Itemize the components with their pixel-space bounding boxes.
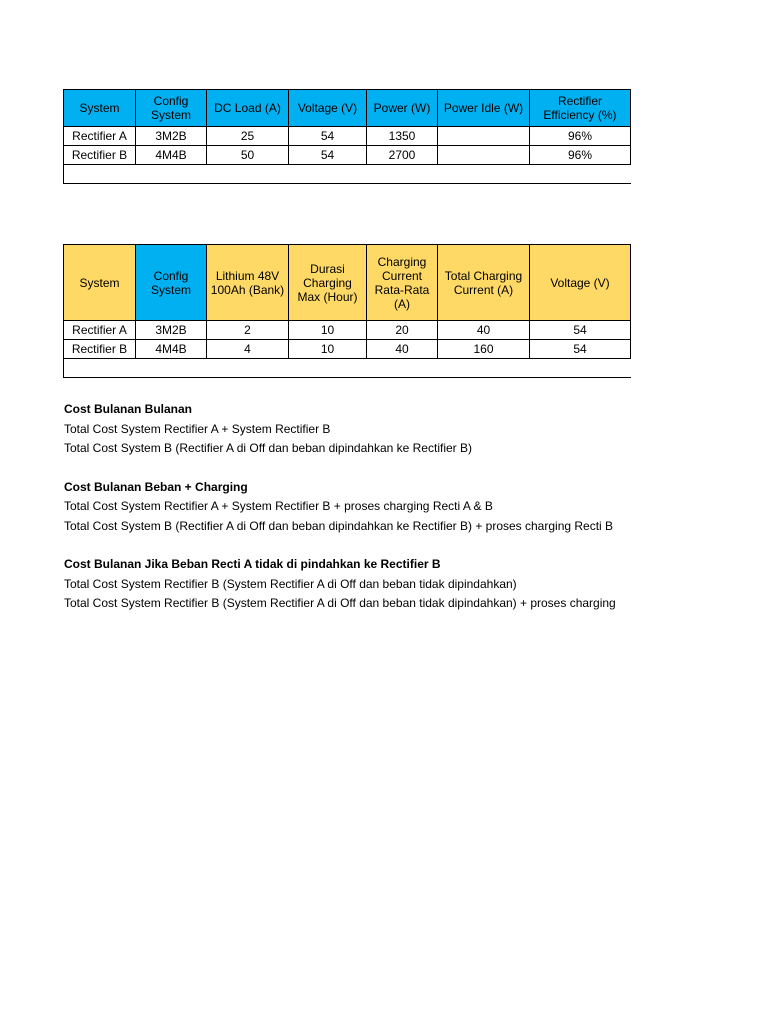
table-header-row (64, 245, 631, 321)
header-charging-current: Charging Current Rata-Rata (A) (367, 245, 438, 321)
header-total-charging-current: Total Charging Current (A) (438, 245, 530, 321)
header-config-system: Config System (136, 90, 207, 127)
note-line: Total Cost System Rectifier A + System Rectifier B + proses charging Recti A & B (64, 499, 493, 513)
cell-voltage: 54 (289, 146, 367, 165)
cell-system: Rectifier A (64, 127, 136, 146)
cell-durasi: 10 (289, 321, 367, 340)
cell-efficiency: 96% (530, 146, 631, 165)
cell-lithium: 4 (207, 340, 289, 359)
header-config-system: Config System (136, 245, 207, 321)
spacer (64, 536, 630, 555)
section-title: Cost Bulanan Bulanan (64, 402, 193, 416)
header-lithium-bank: Lithium 48V 100Ah (Bank) (207, 245, 289, 321)
cell-total-charging: 160 (438, 340, 530, 359)
cell-system: Rectifier A (64, 321, 136, 340)
cell-lithium: 2 (207, 321, 289, 340)
cell-charging-current: 40 (367, 340, 438, 359)
note-line: Total Cost System Rectifier B (System Rectifier A di Off dan beban tidak dipindahkan) + proses charging (64, 596, 616, 610)
table-header-row (64, 90, 631, 127)
cell-power: 2700 (367, 146, 438, 165)
cell-power-idle (438, 146, 530, 165)
cell-config: 3M2B (136, 127, 207, 146)
empty-cell (64, 165, 631, 184)
cell-efficiency: 96% (530, 127, 631, 146)
header-voltage: Voltage (V) (289, 90, 367, 127)
table-row (64, 340, 631, 359)
cell-config: 3M2B (136, 321, 207, 340)
section-title: Cost Bulanan Jika Beban Recti A tidak di pindahkan ke Rectifier B (64, 557, 441, 571)
cell-system: Rectifier B (64, 340, 136, 359)
table-row (64, 146, 631, 165)
section-title: Cost Bulanan Beban + Charging (64, 479, 248, 494)
cell-dc-load: 25 (207, 127, 289, 146)
header-voltage: Voltage (V) (530, 245, 631, 321)
cell-charging-current: 20 (367, 321, 438, 340)
header-dc-load: DC Load (A) (207, 90, 289, 127)
cell-power: 1350 (367, 127, 438, 146)
header-system: System (64, 90, 136, 127)
table-row (64, 127, 631, 146)
note-line: Total Cost System B (Rectifier A di Off dan beban dipindahkan ke Rectifier B) (64, 441, 472, 455)
table-row (64, 321, 631, 340)
table-empty-row (64, 165, 631, 184)
header-power-idle: Power Idle (W) (438, 90, 530, 127)
cell-config: 4M4B (136, 340, 207, 359)
cell-voltage: 54 (289, 127, 367, 146)
header-durasi-charging: Durasi Charging Max (Hour) (289, 245, 367, 321)
table-empty-row (64, 359, 631, 378)
header-power: Power (W) (367, 90, 438, 127)
spacer (64, 459, 630, 478)
note-line: Total Cost System B (Rectifier A di Off dan beban dipindahkan ke Rectifier B) + proses charging Recti B (64, 518, 614, 533)
empty-cell (64, 359, 631, 378)
cell-voltage: 54 (530, 321, 631, 340)
cell-dc-load: 50 (207, 146, 289, 165)
cell-power-idle (438, 127, 530, 146)
note-line: Total Cost System Rectifier B (System Rectifier A di Off dan beban tidak dipindahkan) (64, 576, 517, 591)
cell-durasi: 10 (289, 340, 367, 359)
cell-total-charging: 40 (438, 321, 530, 340)
header-system: System (64, 245, 136, 321)
cell-config: 4M4B (136, 146, 207, 165)
rectifier-charging-table (63, 244, 631, 378)
cost-notes (64, 400, 630, 614)
cell-voltage: 54 (530, 340, 631, 359)
note-line: Total Cost System Rectifier A + System Rectifier B (64, 421, 331, 436)
header-rectifier-efficiency: Rectifier Efficiency (%) (530, 90, 631, 127)
rectifier-power-table (63, 89, 631, 184)
cell-system: Rectifier B (64, 146, 136, 165)
